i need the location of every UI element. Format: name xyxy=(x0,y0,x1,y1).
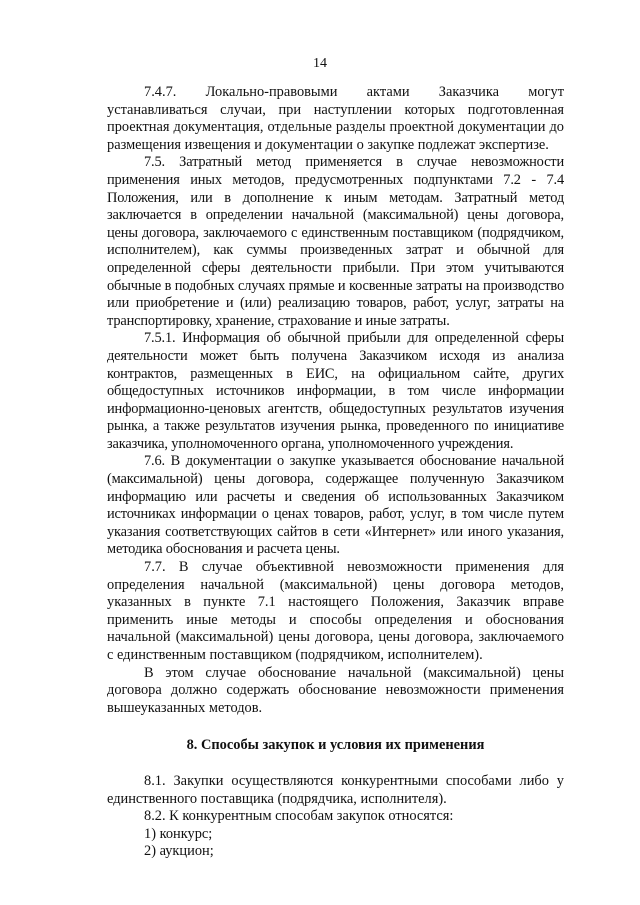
paragraph-8-2: 8.2. К конкурентным способам закупок относятся: xyxy=(144,808,454,825)
paragraph-8-1: 8.1. Закупки осуществляются конкурентными способами либо у единственного поставщика (подрядчика, исполнителя). xyxy=(107,772,564,807)
paragraph-7-7-continuation: В этом случае обоснование начальной (максимальной) цены договора должно содержать обоснование невозможности применения вышеуказанных методов. xyxy=(107,664,564,716)
paragraph-7-6: 7.6. В документации о закупке указывается обоснование начальной (максимальной) цены договора, содержащее полученную Заказчиком информацию или расчеты и сведения об использованных Заказчиком источниках информации о ценах товаров, работ, услуг, в том числе путем указания соответствующих сайтов в сети «Интернет» или иного указания, методика обоснования и расчета цены. xyxy=(107,453,564,558)
paragraph-7-5-1: 7.5.1. Информация об обычной прибыли для определенной сферы деятельности может быть получена Заказчиком исходя из анализа контрактов, размещенных в ЕИС, на официальном сайте, других общедоступных источников информации, в том числе информации информационно-ценовых агентств, общедоступных результатов изучения рынка, а также результатов изучения рынка, проведенного по инициативе заказчика, уполномоченного органа, уполномоченного учреждения. xyxy=(107,330,564,452)
page-number: 14 xyxy=(313,56,327,71)
list-item-konkurs: 1) конкурс; xyxy=(144,825,213,842)
list-item-auktsion: 2) аукцион; xyxy=(144,843,214,860)
paragraph-7-5: 7.5. Затратный метод применяется в случае невозможности применения иных методов, предусмотренных подпунктами 7.2 - 7.4 Положения, или в дополнение к иным методам. Затратный метод заключается в определении начальной (максимальной) цены договора, цены договора, заключаемого с единственным поставщиком (подрядчиком, исполнителем), как суммы произведенных затрат и обычной для определенной сферы деятельности прибыли. При этом учитываются обычные в подобных случаях прямые и косвенные затраты на производство или приобретение и (или) реализацию товаров, работ, услуг, затраты на транспортировку, хранение, страхование и иные затраты. xyxy=(107,154,564,329)
paragraph-7-7: 7.7. В случае объективной невозможности применения для определения начальной (максимальной) цены договора методов, указанных в пункте 7.1 настоящего Положения, Заказчик вправе применить иные методы и способы определения и обоснования начальной (максимальной) цены договора, цены договора, заключаемого с единственным поставщиком (подрядчиком, исполнителем). xyxy=(107,559,564,663)
paragraph-7-4-7: 7.4.7. Локально-правовыми актами Заказчика могут устанавливаться случаи, при наступлении которых подготовленная проектная документация, отдельные разделы проектной документации до размещения извещения и документации о закупке подлежат экспертизе. xyxy=(107,84,564,153)
section-8-heading: 8. Способы закупок и условия их применения xyxy=(186,737,485,754)
document-body xyxy=(107,84,564,861)
